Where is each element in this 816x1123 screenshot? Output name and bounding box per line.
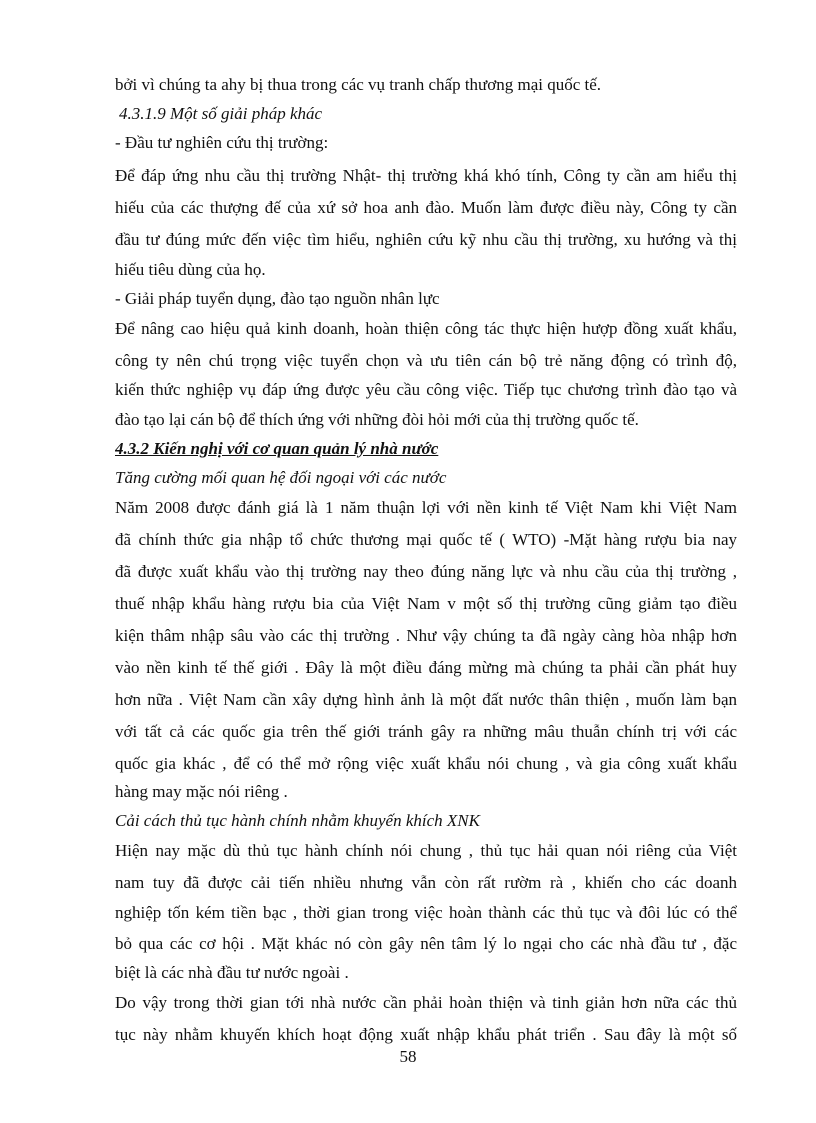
body-line: bởi vì chúng ta ahy bị thua trong các vụ tranh chấp thương mại quốc tế. [115, 75, 602, 94]
body-line: tục này nhằm khuyến khích hoạt động xuất nhập khẩu phát triển . Sau đây là một số [115, 1025, 737, 1044]
body-line: Để nâng cao hiệu quả kinh doanh, hoàn thiện công tác thực hiện hượp đồng xuất khẩu, [115, 319, 737, 338]
body-line: với tất cả các quốc gia trên thế giới tránh gây ra những mâu thuẫn chính trị với các [115, 722, 737, 741]
body-line: Để đáp ứng nhu cầu thị trường Nhật- thị trường khá khó tính, Công ty cần am hiểu thị [115, 166, 737, 185]
body-line: thuế nhập khẩu hàng rượu bia của Việt Nam v một số thị trường cũng giảm tạo điều [115, 594, 737, 613]
body-line: bỏ qua các cơ hội . Mặt khác nó còn gây nên tâm lý lo ngại cho các nhà đầu tư , đặc [115, 934, 737, 953]
bullet-heading: - Đầu tư nghiên cứu thị trường: [115, 133, 329, 152]
bullet-heading: - Giải pháp tuyển dụng, đào tạo nguồn nhân lực [115, 289, 440, 308]
body-line: kiến thức nghiệp vụ đáp ứng được yêu cầu công việc. Tiếp tục chương trình đào tạo và [115, 380, 737, 399]
body-line: công ty nên chú trọng việc tuyển chọn và ưu tiên cán bộ trẻ năng động có trình độ, [115, 351, 737, 370]
body-line: đã được xuất khẩu vào thị trường nay theo đúng năng lực và nhu cầu của thị trường , [115, 562, 737, 581]
subheading-admin-reform: Cải cách thủ tục hành chính nhằm khuyến khích XNK [115, 811, 480, 830]
body-line: nghiệp tốn kém tiền bạc , thời gian trong việc hoàn thành các thủ tục và đôi lúc có thể [115, 903, 737, 922]
body-line: nam tuy đã được cải tiến nhiều nhưng vẫn còn rất rườm rà , khiến cho các doanh [115, 873, 737, 892]
body-line: vào nền kinh tế thế giới . Đây là một điều đáng mừng mà chúng ta phải cần phát huy [115, 658, 737, 677]
body-line: Hiện nay mặc dù thủ tục hành chính nói chung , thủ tục hải quan nói riêng của Việt [115, 841, 737, 860]
body-line: Năm 2008 được đánh giá là 1 năm thuận lợi với nền kinh tế Việt Nam khi Việt Nam [115, 498, 737, 517]
body-line: đầu tư đúng mức đến việc tìm hiểu, nghiên cứu kỹ nhu cầu thị trường, xu hướng và thị [115, 230, 737, 249]
body-line: hiếu của các thượng đế của xứ sở hoa anh đào. Muốn làm được điều này, Công ty cần [115, 198, 737, 217]
body-line: quốc gia khác , để có thể mở rộng việc xuất khẩu nói chung , và gia công xuất khẩu [115, 754, 737, 773]
page-number: 58 [399, 1047, 417, 1066]
body-line: hiếu tiêu dùng của họ. [115, 260, 266, 279]
subsection-heading: 4.3.1.9 Một số giải pháp khác [119, 104, 323, 123]
body-line: hơn nữa . Việt Nam cần xây dựng hình ảnh là một đất nước thân thiện , muốn làm bạn [115, 690, 737, 709]
body-line: hàng may mặc nói riêng . [115, 782, 288, 801]
subheading-foreign-relations: Tăng cường mối quan hệ đối ngoại với các nước [115, 468, 447, 487]
body-line: biệt là các nhà đầu tư nước ngoài . [115, 963, 349, 982]
section-heading: 4.3.2 Kiến nghị với cơ quan quản lý nhà nước [115, 439, 439, 458]
body-line: đào tạo lại cán bộ để thích ứng với những đòi hỏi mới của thị trường quốc tế. [115, 410, 639, 429]
body-line: kiện thâm nhập sâu vào các thị trường . Như vậy chúng ta đã ngày càng hòa nhập hơn [115, 626, 737, 645]
body-line: Do vậy trong thời gian tới nhà nước cần phải hoàn thiện và tinh giản hơn nữa các thủ [115, 993, 737, 1012]
body-line: đã chính thức gia nhập tổ chức thương mại quốc tế ( WTO) -Mặt hàng rượu bia nay [115, 530, 737, 549]
